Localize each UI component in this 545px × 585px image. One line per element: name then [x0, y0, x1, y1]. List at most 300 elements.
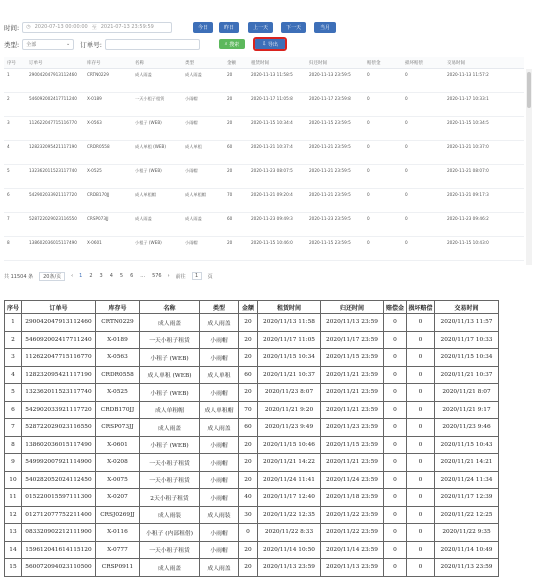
prev-page-icon[interactable]: ‹ — [71, 273, 74, 279]
sheet-cell[interactable]: 0 — [407, 419, 435, 437]
page-size-select[interactable]: 20条/页 — [39, 272, 65, 281]
sheet-cell[interactable]: 560072094023110500 — [22, 559, 96, 577]
sheet-cell[interactable]: CRSP073JJ — [96, 419, 140, 437]
sheet-cell[interactable]: 成人单租 — [200, 366, 239, 384]
sheet-cell[interactable]: 0 — [384, 524, 407, 542]
time-filter-row — [4, 21, 172, 33]
sheet-cell[interactable]: 2020/11/23 9:46 — [435, 419, 499, 437]
sheet-row[interactable] — [5, 419, 499, 437]
grid-col-header[interactable]: 损坏赔偿 — [405, 60, 423, 66]
sheet-cell[interactable]: 2020/11/13 11:57 — [435, 314, 499, 332]
grid-cell: 20 — [227, 240, 233, 245]
sheet-cell[interactable]: 2020/11/24 11:34 — [435, 471, 499, 489]
sheet-cell[interactable]: 2020/11/15 23:59 — [321, 349, 384, 367]
sheet-cell[interactable]: 2020/11/22 8:33 — [258, 524, 321, 542]
sheet-col-header[interactable]: 类型 — [200, 301, 239, 314]
next-page-icon[interactable]: › — [167, 273, 170, 279]
sheet-cell[interactable]: 30 — [239, 506, 258, 524]
sheet-cell[interactable]: X-0208 — [96, 454, 140, 472]
grid-cell: 成人单租 (WEB) — [135, 144, 167, 149]
grid-cell: 2 — [7, 96, 10, 101]
grid-col-header[interactable]: 归还时间 — [309, 60, 327, 66]
order-label: 订单号: — [80, 40, 102, 49]
grid-cell: 2020-11-23 23:59:5 — [309, 216, 351, 221]
grid-row[interactable] — [4, 93, 524, 117]
sheet-cell[interactable]: 12 — [5, 506, 22, 524]
sheet-header-row — [5, 301, 499, 314]
sheet-cell[interactable]: 112622047715116770 — [22, 349, 96, 367]
sheet-cell[interactable]: 2020/11/21 23:59 — [321, 384, 384, 402]
sheet-cell[interactable]: 0 — [384, 314, 407, 332]
sheet-cell[interactable]: 2020/11/17 12:39 — [435, 489, 499, 507]
sheet-cell[interactable]: 0 — [407, 524, 435, 542]
sheet-cell[interactable]: 2020/11/22 9:35 — [435, 524, 499, 542]
sheet-cell[interactable]: 一天小租子租赁 — [140, 331, 200, 349]
sheet-cell[interactable]: 012712077752211400 — [22, 506, 96, 524]
this-month-button[interactable]: 当月 — [314, 22, 336, 33]
sheet-row[interactable] — [5, 384, 499, 402]
sheet-cell[interactable]: 40 — [239, 489, 258, 507]
page-number[interactable]: 5 — [119, 273, 124, 279]
sheet-cell[interactable]: 小租子 (WEB) — [140, 436, 200, 454]
grid-col-header[interactable]: 金额 — [227, 60, 236, 66]
grid-cell: 2020-11-15 10:43:0 — [447, 240, 489, 245]
sheet-cell[interactable]: 成人雨盖 — [200, 314, 239, 332]
sheet-col-header[interactable]: 租赁时间 — [258, 301, 321, 314]
grid-cell: 0 — [405, 240, 408, 245]
sheet-cell[interactable]: 60 — [239, 419, 258, 437]
grid-cell: 20 — [227, 120, 233, 125]
grid-row[interactable] — [4, 117, 524, 141]
sheet-cell[interactable]: 2020/11/13 23:59 — [435, 559, 499, 577]
sheet-cell[interactable]: 2020/11/13 23:59 — [321, 314, 384, 332]
sheet-cell[interactable]: 2020/11/22 12:35 — [258, 506, 321, 524]
sheet-row[interactable] — [5, 524, 499, 542]
grid-col-header[interactable]: 序号 — [7, 60, 16, 66]
sheet-cell[interactable]: 2020/11/17 11:05 — [258, 331, 321, 349]
sheet-cell[interactable]: 0 — [407, 541, 435, 559]
sheet-cell[interactable]: 小雨帽 — [200, 384, 239, 402]
grid-cell: 0 — [367, 192, 370, 197]
grid-cell: 小雨帽 — [185, 120, 198, 125]
grid-cell: 0 — [367, 240, 370, 245]
sheet-cell[interactable]: 2020/11/13 11:58 — [258, 314, 321, 332]
sheet-cell[interactable]: 0 — [384, 489, 407, 507]
sheet-cell[interactable]: 10 — [5, 471, 22, 489]
sheet-cell[interactable]: X-0777 — [96, 541, 140, 559]
grid-body — [4, 69, 524, 261]
grid-cell: 成人单租 — [185, 144, 202, 149]
grid-cell: 2020-11-15 23:59:5 — [309, 120, 351, 125]
sheet-cell[interactable]: 6 — [5, 401, 22, 419]
sheet-cell[interactable]: 0 — [407, 366, 435, 384]
grid-col-header[interactable]: 类型 — [185, 60, 194, 66]
sheet-cell[interactable]: 2020/11/23 8:07 — [258, 384, 321, 402]
sheet-cell[interactable]: 2020/11/23 23:59 — [321, 419, 384, 437]
sheet-cell[interactable]: 成人单租帽 — [200, 401, 239, 419]
sheet-cell[interactable]: 20 — [239, 454, 258, 472]
sheet-cell[interactable]: 2020/11/15 10:34 — [258, 349, 321, 367]
grid-cell: 20 — [227, 96, 233, 101]
sheet-cell[interactable]: 0 — [384, 401, 407, 419]
sheet-cell[interactable]: X-0189 — [96, 331, 140, 349]
sheet-cell[interactable]: 成人雨盖 — [140, 314, 200, 332]
download-icon: ⇩ — [262, 41, 267, 47]
sheet-cell[interactable]: 2020/11/15 10:43 — [435, 436, 499, 454]
grid-cell: 546092002417711240 — [29, 96, 77, 101]
sheet-row[interactable] — [5, 559, 499, 577]
sheet-cell[interactable]: 成人雨盖 — [140, 419, 200, 437]
grid-cell: 2020-11-15 10:46:0 — [251, 240, 293, 245]
grid-cell: CRDB170JJ — [87, 192, 110, 197]
sheet-cell[interactable]: 2020/11/21 10:37 — [435, 366, 499, 384]
sheet-cell[interactable]: 2020/11/15 10:34 — [435, 349, 499, 367]
sheet-cell[interactable]: 成人雨盖 — [200, 419, 239, 437]
sheet-row[interactable] — [5, 331, 499, 349]
sheet-row[interactable] — [5, 314, 499, 332]
sheet-cell[interactable]: 2020/11/15 23:59 — [321, 436, 384, 454]
grid-cell: 138602036015117490 — [29, 240, 77, 245]
grid-cell: 542902033921117720 — [29, 192, 77, 197]
grid-col-header[interactable]: 库存号 — [87, 60, 101, 66]
sheet-cell[interactable]: 546092002417711240 — [22, 331, 96, 349]
page-number[interactable]: 1 — [79, 273, 83, 279]
sheet-cell[interactable]: 2020/11/24 11:41 — [258, 471, 321, 489]
sheet-cell[interactable]: 540282052024112450 — [22, 471, 96, 489]
sheet-cell[interactable]: 2020/11/21 23:59 — [321, 454, 384, 472]
sheet-row[interactable] — [5, 541, 499, 559]
sheet-cell[interactable]: 小雨帽 — [200, 349, 239, 367]
sheet-cell[interactable]: X-0207 — [96, 489, 140, 507]
sheet-row[interactable] — [5, 349, 499, 367]
sheet-cell[interactable]: 2020/11/23 9:49 — [258, 419, 321, 437]
grid-col-header[interactable]: 名称 — [135, 60, 144, 66]
grid-cell: 2020-11-21 23:59:5 — [309, 144, 351, 149]
grid-col-header[interactable]: 赔偿金 — [367, 60, 381, 66]
sheet-cell[interactable]: 9 — [5, 454, 22, 472]
sheet-cell[interactable]: 132362011523117740 — [22, 384, 96, 402]
sheet-cell[interactable]: 15 — [5, 559, 22, 577]
sheet-cell[interactable]: 成人雨盖 — [200, 559, 239, 577]
sheet-cell[interactable]: X-0563 — [96, 349, 140, 367]
grid-cell: X-0601 — [87, 240, 102, 245]
grid-cell: 60 — [227, 216, 233, 221]
sheet-cell[interactable]: 2020/11/14 23:59 — [321, 541, 384, 559]
sheet-col-header[interactable]: 损坏赔偿 — [407, 301, 435, 314]
grid-cell: 2020-11-15 23:59:5 — [309, 240, 351, 245]
grid-cell: 小租子 (WEB) — [135, 240, 162, 245]
grid-cell: 一天小租子租赁 — [135, 96, 165, 101]
sheet-cell[interactable]: 138602036015117490 — [22, 436, 96, 454]
prev-day-button[interactable]: 上一天 — [248, 22, 273, 33]
sheet-cell[interactable]: 4 — [5, 366, 22, 384]
grid-cell: 2020-11-21 23:59:5 — [309, 192, 351, 197]
sheet-cell[interactable]: 小雨帽 — [200, 489, 239, 507]
sheet-col-header[interactable]: 金额 — [239, 301, 258, 314]
sheet-cell[interactable]: CRDB170JJ — [96, 401, 140, 419]
sheet-cell[interactable]: 13 — [5, 524, 22, 542]
page-list — [79, 273, 161, 279]
sheet-cell[interactable]: 2020/11/21 8:07 — [435, 384, 499, 402]
sheet-cell[interactable]: 2020/11/13 23:59 — [321, 559, 384, 577]
grid-cell: 成人单租帽 — [135, 192, 156, 197]
sheet-cell[interactable]: 8 — [5, 436, 22, 454]
sheet-cell[interactable]: 成人雨装 — [200, 506, 239, 524]
grid-row[interactable] — [4, 141, 524, 165]
page-number[interactable]: 576 — [152, 273, 162, 279]
sheet-cell[interactable]: 2020/11/15 10:46 — [258, 436, 321, 454]
grid-cell: 成人雨盖 — [135, 72, 152, 77]
sheet-cell[interactable]: 成人雨盖 — [140, 559, 200, 577]
sheet-col-header[interactable]: 订单号 — [22, 301, 96, 314]
grid-cell: 2020-11-13 11:57:2 — [447, 72, 489, 77]
pagination — [4, 271, 213, 281]
export-button[interactable] — [255, 39, 285, 49]
today-button[interactable]: 今日 — [193, 22, 213, 33]
spreadsheet — [0, 290, 545, 585]
sheet-cell[interactable]: X-0075 — [96, 471, 140, 489]
grid-cell: 7 — [7, 216, 10, 221]
sheet-cell[interactable]: 2020/11/21 23:59 — [321, 401, 384, 419]
grid-cell: 2020-11-21 10:37:0 — [447, 144, 489, 149]
sheet-cell[interactable]: 2020/11/21 14:21 — [435, 454, 499, 472]
sheet-cell[interactable]: 1 — [5, 314, 22, 332]
grid-cell: 小租子 (WEB) — [135, 168, 162, 173]
sheet-cell[interactable]: 小租子 (内部租借) — [140, 524, 200, 542]
sheet-cell[interactable]: CRDR0558 — [96, 366, 140, 384]
sheet-cell[interactable]: 0 — [407, 559, 435, 577]
sheet-col-header[interactable]: 名称 — [140, 301, 200, 314]
grid-cell: X-0525 — [87, 168, 102, 173]
grid-col-header[interactable]: 订单号 — [29, 60, 43, 66]
grid-cell: 0 — [405, 72, 408, 77]
sheet-cell[interactable]: 0 — [384, 541, 407, 559]
grid-cell: 2020-11-15 10:34:5 — [447, 120, 489, 125]
grid-cell: X-0563 — [87, 120, 102, 125]
goto-page-input[interactable]: 1 — [192, 272, 202, 280]
grid-header — [4, 57, 524, 69]
sheet-cell[interactable]: 60 — [239, 366, 258, 384]
grid-cell: 小租子 (WEB) — [135, 120, 162, 125]
sheet-cell[interactable]: 2020/11/14 10:49 — [435, 541, 499, 559]
export-table — [4, 300, 499, 577]
sheet-cell[interactable]: X-0116 — [96, 524, 140, 542]
grid-row[interactable] — [4, 69, 524, 93]
sheet-cell[interactable]: 20 — [239, 541, 258, 559]
sheet-cell[interactable]: 0 — [384, 559, 407, 577]
sheet-cell[interactable]: 70 — [239, 401, 258, 419]
yesterday-button[interactable]: 昨日 — [219, 22, 239, 33]
export-button-label: 导出 — [267, 41, 278, 48]
sheet-cell[interactable]: 0 — [407, 454, 435, 472]
sheet-cell[interactable]: 3 — [5, 349, 22, 367]
sheet-cell[interactable]: 一天小租子租赁 — [140, 471, 200, 489]
grid-cell: 2020-11-13 23:59:5 — [309, 72, 351, 77]
sheet-cell[interactable]: 小雨帽 — [200, 436, 239, 454]
sheet-cell[interactable]: 小雨帽 — [200, 331, 239, 349]
sheet-cell[interactable]: 0 — [384, 419, 407, 437]
page-number[interactable]: 3 — [99, 273, 103, 279]
sheet-cell[interactable]: 0 — [407, 401, 435, 419]
sheet-cell[interactable]: 2 — [5, 331, 22, 349]
sheet-row[interactable] — [5, 366, 499, 384]
grid-cell: 2020-11-23 08:07:5 — [251, 168, 293, 173]
sheet-cell[interactable]: 0 — [407, 314, 435, 332]
grid-cell: 290042047913112460 — [29, 72, 77, 77]
sheet-cell[interactable]: X-0525 — [96, 384, 140, 402]
page-number[interactable]: ... — [140, 273, 146, 279]
grid-row[interactable] — [4, 213, 524, 237]
sheet-cell[interactable]: 159612041614115120 — [22, 541, 96, 559]
sheet-cell[interactable]: 0 — [407, 489, 435, 507]
sheet-cell[interactable]: CRSP0911 — [96, 559, 140, 577]
sheet-col-header[interactable]: 赔偿金 — [384, 301, 407, 314]
sheet-cell[interactable]: 0 — [407, 471, 435, 489]
grid-cell: 2020-11-17 23:59:8 — [309, 96, 351, 101]
sheet-cell[interactable]: 20 — [239, 559, 258, 577]
sheet-cell[interactable]: 20 — [239, 384, 258, 402]
sheet-cell[interactable]: 528722029023116550 — [22, 419, 96, 437]
sheet-cell[interactable]: 2020/11/21 9:17 — [435, 401, 499, 419]
next-day-button[interactable]: 下一天 — [281, 22, 306, 33]
sheet-cell[interactable]: 小雨帽 — [200, 454, 239, 472]
sheet-cell[interactable]: 015220015597111300 — [22, 489, 96, 507]
grid-cell: 70 — [227, 192, 233, 197]
grid-cell: 2020-11-21 23:59:5 — [309, 168, 351, 173]
sheet-cell[interactable]: 2020/11/17 23:59 — [321, 331, 384, 349]
sheet-cell[interactable]: 2020/11/22 23:59 — [321, 524, 384, 542]
grid-cell: 60 — [227, 144, 233, 149]
sheet-row[interactable] — [5, 471, 499, 489]
grid-row[interactable] — [4, 237, 524, 261]
sheet-cell[interactable]: 20 — [239, 349, 258, 367]
grid-cell: 2020-11-17 11:05:8 — [251, 96, 293, 101]
sheet-cell[interactable]: 7 — [5, 419, 22, 437]
search-button-label: 搜索 — [229, 41, 240, 48]
grid-cell: 2020-11-17 10:33:1 — [447, 96, 489, 101]
sheet-cell[interactable]: 20 — [239, 314, 258, 332]
sheet-cell[interactable]: 549992007921114900 — [22, 454, 96, 472]
sheet-cell[interactable]: 20 — [239, 331, 258, 349]
page-number[interactable]: 6 — [130, 273, 134, 279]
sheet-cell[interactable]: 2020/11/21 10:37 — [258, 366, 321, 384]
grid-row[interactable] — [4, 189, 524, 213]
grid-cell: 20 — [227, 72, 233, 77]
sheet-cell[interactable]: 0 — [407, 349, 435, 367]
sheet-col-header[interactable]: 库存号 — [96, 301, 140, 314]
sheet-cell[interactable]: 0 — [407, 436, 435, 454]
sheet-cell[interactable]: 2020/11/22 12:25 — [435, 506, 499, 524]
page-number[interactable]: 4 — [109, 273, 113, 279]
sheet-row[interactable] — [5, 506, 499, 524]
sheet-cell[interactable]: 一天小租子租赁 — [140, 454, 200, 472]
sheet-cell[interactable]: 542902033921117720 — [22, 401, 96, 419]
sheet-row[interactable] — [5, 436, 499, 454]
sheet-cell[interactable]: CRSJ0269JJ — [96, 506, 140, 524]
date-range-picker[interactable] — [22, 22, 172, 33]
sheet-cell[interactable]: 2020/11/21 23:59 — [321, 366, 384, 384]
sheet-cell[interactable]: 成人单租帽 — [140, 401, 200, 419]
sheet-cell[interactable]: 0 — [384, 384, 407, 402]
sheet-cell[interactable]: 小雨帽 — [200, 471, 239, 489]
sheet-cell[interactable]: 0 — [407, 331, 435, 349]
sheet-cell[interactable]: 20 — [239, 436, 258, 454]
sheet-cell[interactable]: 0 — [384, 331, 407, 349]
sheet-cell[interactable]: 2020/11/18 23:59 — [321, 489, 384, 507]
grid-col-header[interactable]: 交易时间 — [447, 60, 465, 66]
sheet-cell[interactable]: 290042047913112460 — [22, 314, 96, 332]
sheet-row[interactable] — [5, 489, 499, 507]
sheet-cell[interactable]: 0 — [384, 436, 407, 454]
sheet-cell[interactable]: 128232095421117190 — [22, 366, 96, 384]
sheet-cell[interactable]: 0 — [384, 506, 407, 524]
sheet-cell[interactable]: 0 — [384, 366, 407, 384]
sheet-cell[interactable]: CRTN0229 — [96, 314, 140, 332]
sheet-cell[interactable]: 2天小租子租赁 — [140, 489, 200, 507]
sheet-row[interactable] — [5, 401, 499, 419]
type-select[interactable] — [22, 39, 74, 50]
time-label: 时间: — [4, 23, 20, 32]
sheet-col-header[interactable]: 归还时间 — [321, 301, 384, 314]
sheet-cell[interactable]: 小雨帽 — [200, 524, 239, 542]
grid-cell: 0 — [405, 96, 408, 101]
sheet-cell[interactable]: 2020/11/17 10:33 — [435, 331, 499, 349]
sheet-cell[interactable]: 一天小租子租赁 — [140, 541, 200, 559]
sheet-cell[interactable]: X-0601 — [96, 436, 140, 454]
grid-cell: 成人单租帽 — [185, 192, 206, 197]
sheet-cell[interactable]: 0 — [239, 524, 258, 542]
sheet-cell[interactable]: 0 — [407, 506, 435, 524]
sheet-row[interactable] — [5, 454, 499, 472]
sheet-cell[interactable]: 20 — [239, 471, 258, 489]
total-count: 共 11504 条 — [4, 273, 34, 280]
page-number[interactable]: 2 — [89, 273, 93, 279]
sheet-cell[interactable]: 0 — [384, 471, 407, 489]
sheet-cell[interactable]: 成人雨装 — [140, 506, 200, 524]
type-label: 类型: — [4, 40, 20, 49]
sheet-cell[interactable]: 083320902212111900 — [22, 524, 96, 542]
range-end: 2021-07-13 23:59:59 — [100, 24, 154, 30]
sheet-cell[interactable]: 0 — [407, 384, 435, 402]
sheet-col-header[interactable]: 序号 — [5, 301, 22, 314]
grid-cell: 132362011523117740 — [29, 168, 77, 173]
search-button[interactable] — [219, 39, 245, 49]
sheet-cell[interactable]: 2020/11/21 9:20 — [258, 401, 321, 419]
sheet-cell[interactable]: 2020/11/13 23:59 — [258, 559, 321, 577]
sheet-cell[interactable]: 成人单租 (WEB) — [140, 366, 200, 384]
grid-cell: X-0189 — [87, 96, 102, 101]
sheet-cell[interactable]: 2020/11/21 14:22 — [258, 454, 321, 472]
sheet-cell[interactable]: 小租子 (WEB) — [140, 349, 200, 367]
sheet-cell[interactable]: 小租子 (WEB) — [140, 384, 200, 402]
sheet-cell[interactable]: 2020/11/22 23:59 — [321, 506, 384, 524]
grid-scroll-thumb[interactable] — [527, 72, 531, 108]
sheet-col-header[interactable]: 交易时间 — [435, 301, 499, 314]
grid-col-header[interactable]: 租赁时间 — [251, 60, 269, 66]
sheet-cell[interactable]: 0 — [384, 454, 407, 472]
sheet-cell[interactable]: 11 — [5, 489, 22, 507]
grid-row[interactable] — [4, 165, 524, 189]
sheet-cell[interactable]: 小雨帽 — [200, 541, 239, 559]
sheet-cell[interactable]: 14 — [5, 541, 22, 559]
sheet-cell[interactable]: 5 — [5, 384, 22, 402]
sheet-cell[interactable]: 0 — [384, 349, 407, 367]
sheet-cell[interactable]: 2020/11/24 23:59 — [321, 471, 384, 489]
sheet-cell[interactable]: 2020/11/14 10:50 — [258, 541, 321, 559]
sheet-cell[interactable]: 2020/11/17 12:40 — [258, 489, 321, 507]
order-number-input[interactable] — [105, 39, 200, 50]
grid-cell: 0 — [405, 216, 408, 221]
